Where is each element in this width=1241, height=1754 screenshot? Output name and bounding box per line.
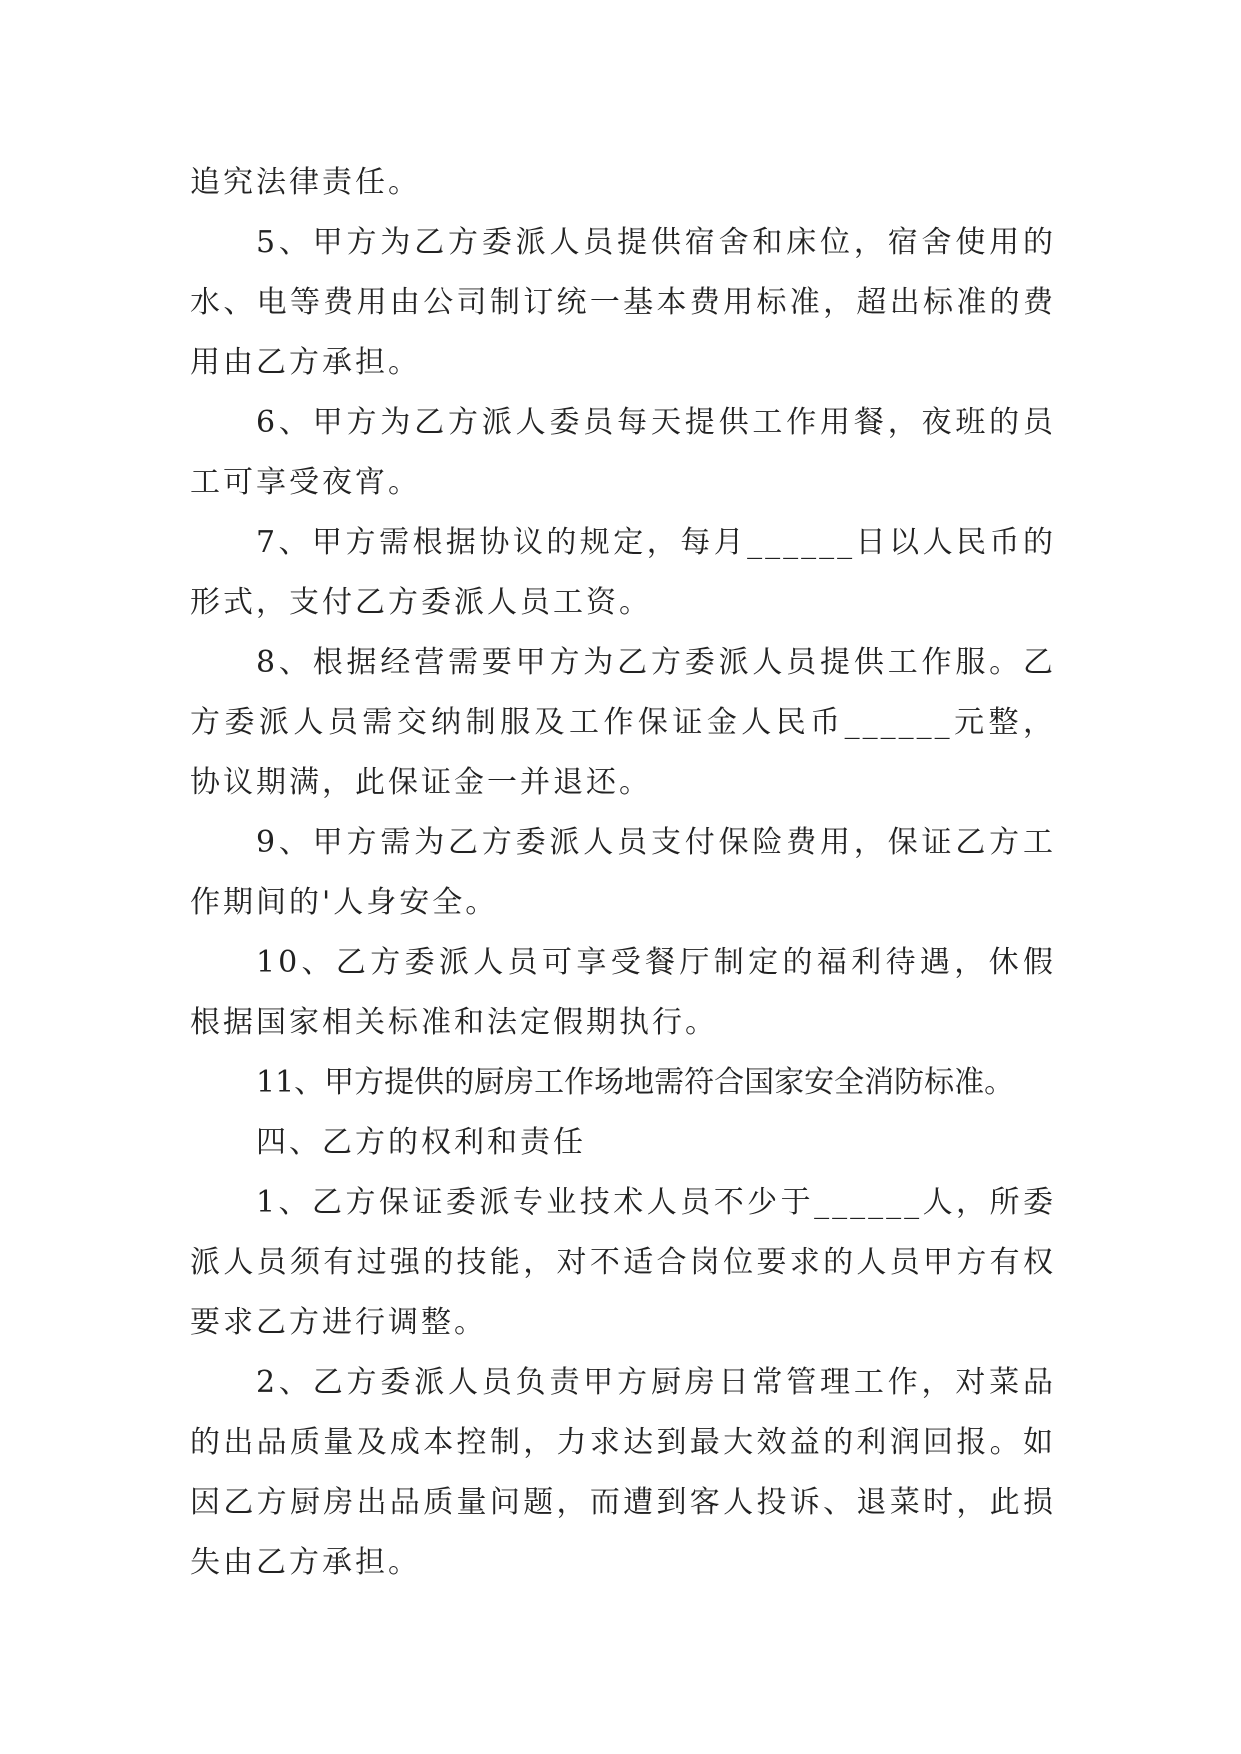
paragraph-5: 8、根据经营需要甲方为乙方委派人员提供工作服。乙方委派人员需交纳制服及工作保证金人民币______元整，协议期满，此保证金一并退还。	[190, 645, 1056, 800]
paragraph-4: 7、甲方需根据协议的规定，每月______日以人民币的形式，支付乙方委派人员工资。	[190, 525, 1056, 620]
paragraph-9: 1、乙方保证委派专业技术人员不少于______人，所委派人员须有过强的技能，对不适合岗位要求的人员甲方有权要求乙方进行调整。	[190, 1185, 1056, 1340]
paragraph-10: 2、乙方委派人员负责甲方厨房日常管理工作，对菜品的出品质量及成本控制，力求达到最大效益的利润回报。如因乙方厨房出品质量问题，而遭到客人投诉、退菜时，此损失由乙方承担。	[190, 1365, 1056, 1580]
paragraph-2: 5、甲方为乙方委派人员提供宿舍和床位，宿舍使用的水、电等费用由公司制订统一基本费用标准，超出标准的费用由乙方承担。	[190, 225, 1056, 380]
paragraph-3: 6、甲方为乙方派人委员每天提供工作用餐，夜班的员工可享受夜宵。	[190, 405, 1056, 500]
section-heading: 四、乙方的权利和责任	[256, 1125, 586, 1160]
document-body	[190, 153, 1056, 1593]
paragraph-8: 11、甲方提供的厨房工作场地需符合国家安全消防标准。	[256, 1065, 1015, 1100]
paragraph-1: 追究法律责任。	[190, 165, 421, 200]
paragraph-7: 10、乙方委派人员可享受餐厅制定的福利待遇，休假根据国家相关标准和法定假期执行。	[190, 945, 1056, 1040]
paragraph-6: 9、甲方需为乙方委派人员支付保险费用，保证乙方工作期间的'人身安全。	[190, 825, 1056, 920]
